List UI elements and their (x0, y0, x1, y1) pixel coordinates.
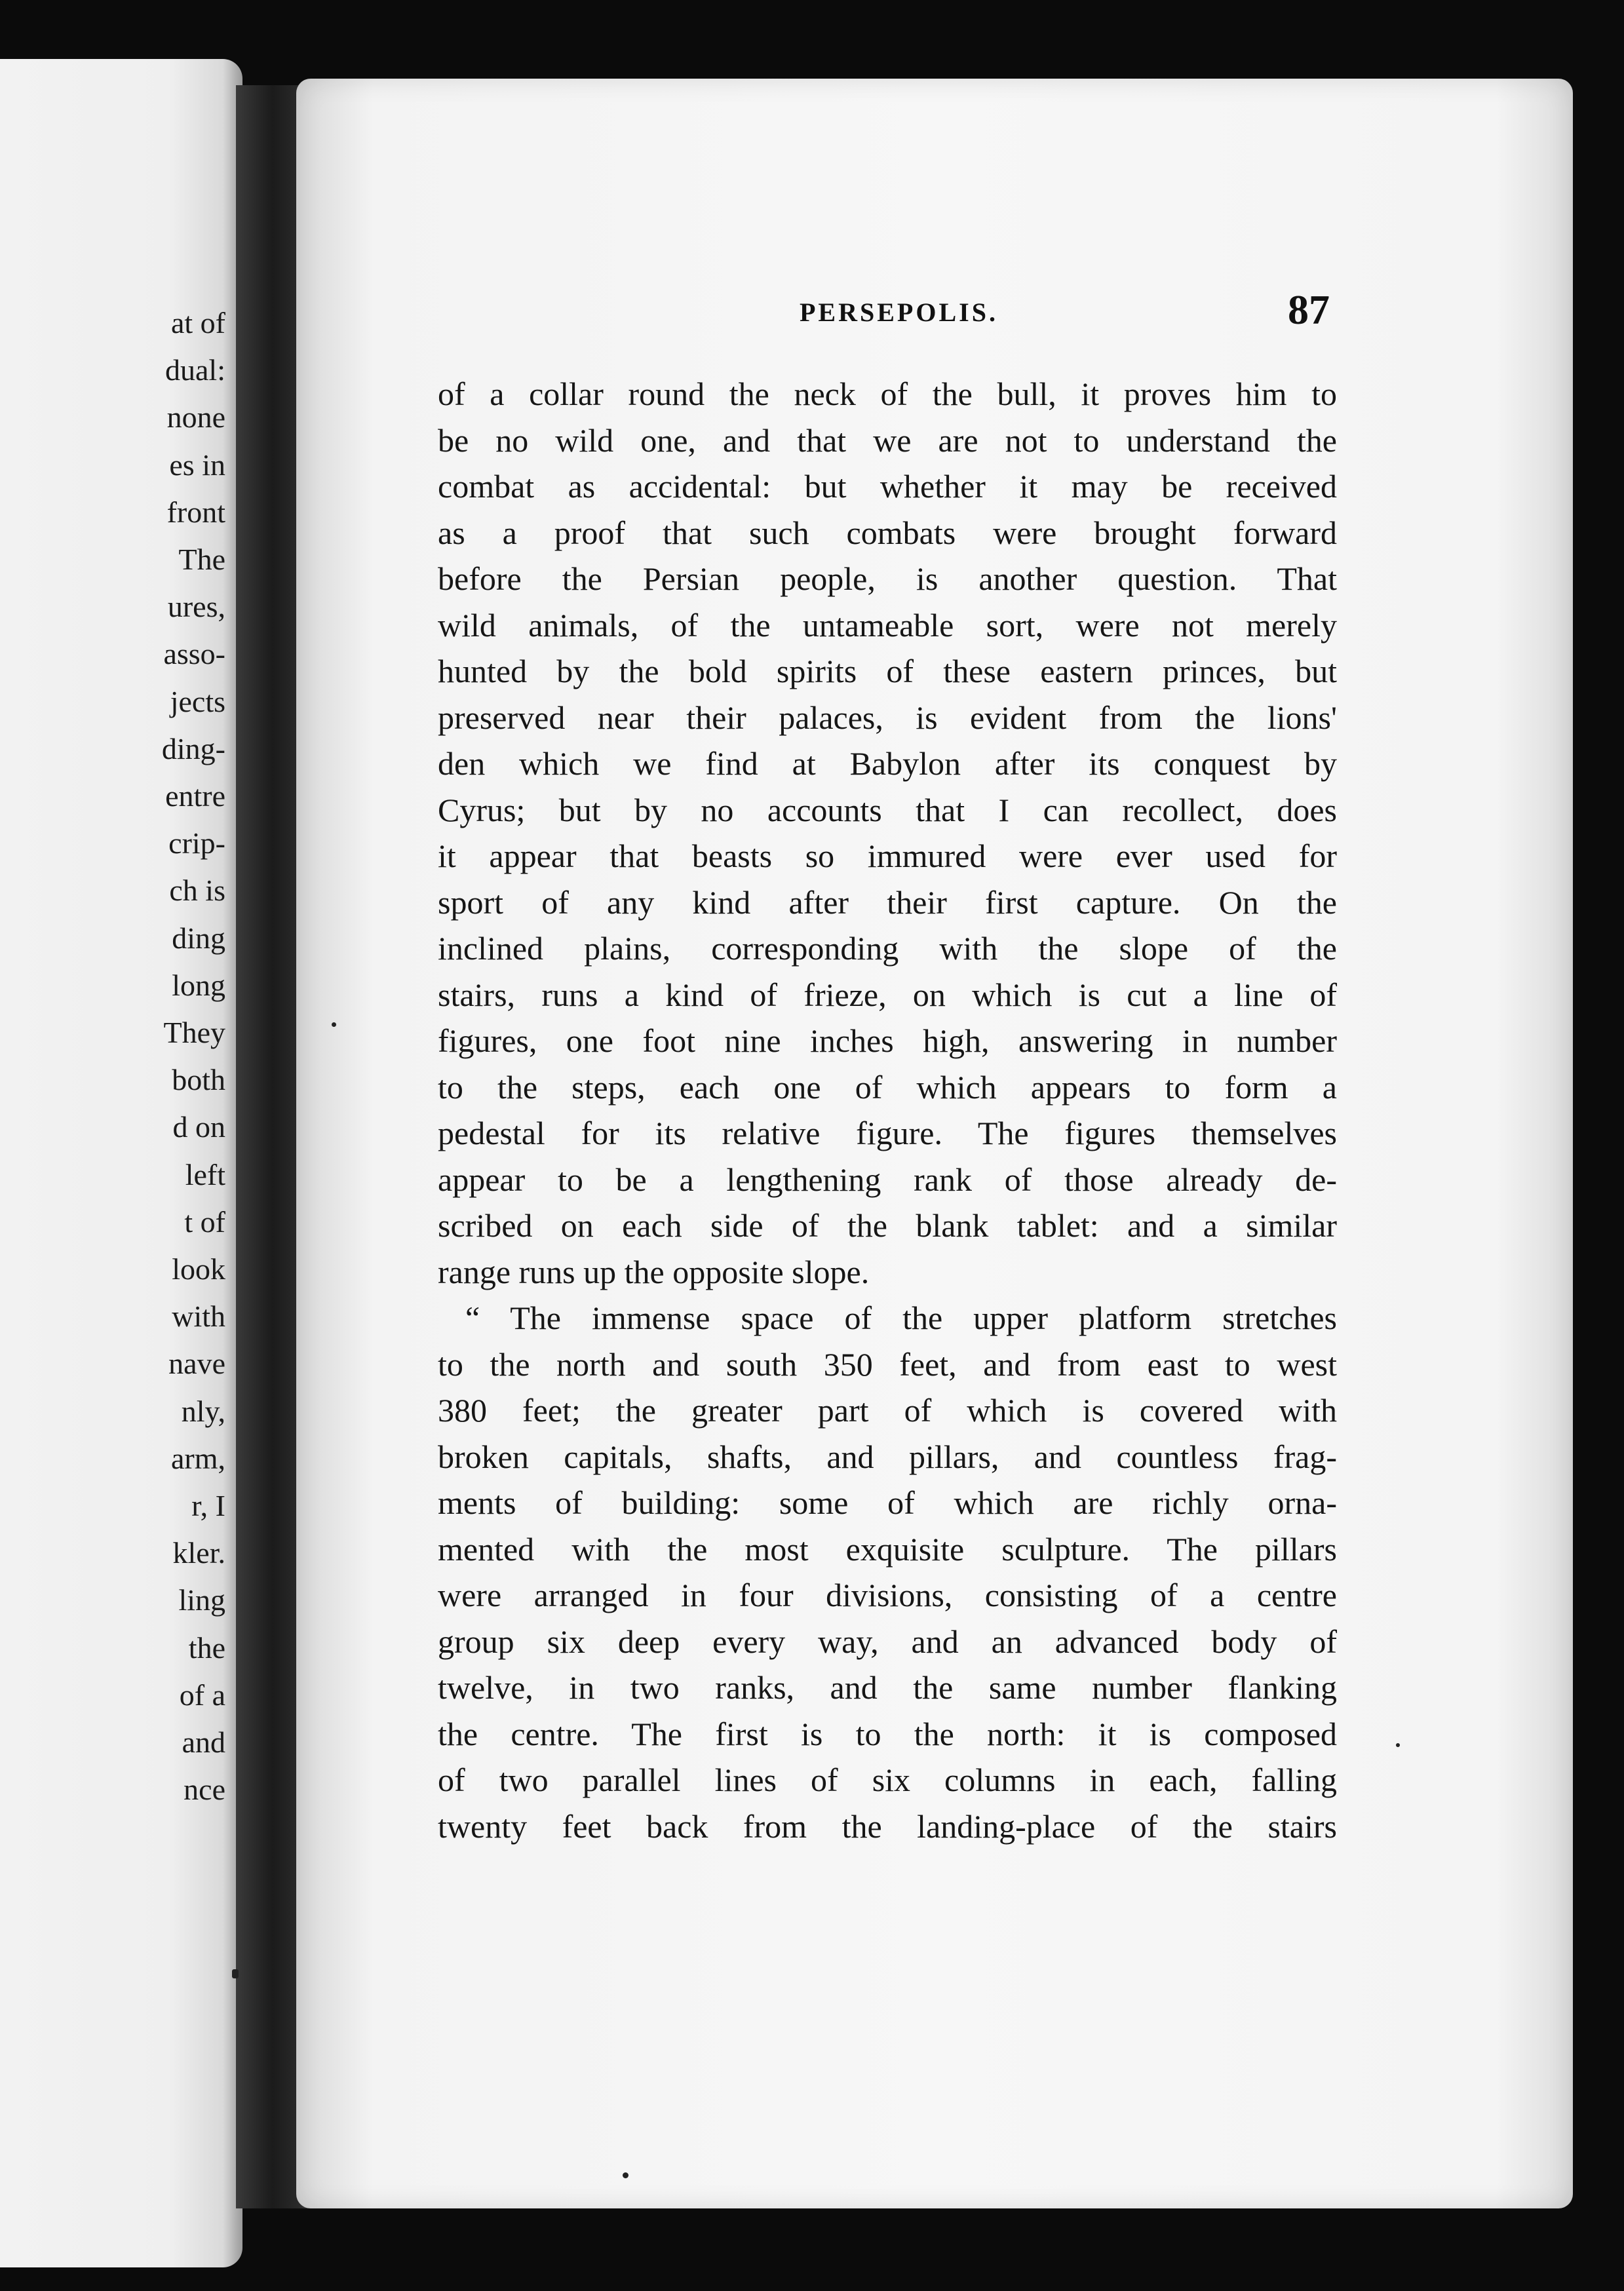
page-number: 87 (1288, 286, 1330, 333)
left-page-line-fragment: none (166, 400, 225, 434)
left-page-line-fragment: arm, (170, 1441, 225, 1475)
left-page-line-fragment: ding- (161, 731, 225, 765)
left-page-line-fragment: the (188, 1630, 225, 1665)
text-line: figures, one foot nine inches high, answering in number (438, 1022, 1337, 1059)
text-line: be no wild one, and that we are not to understand the (438, 421, 1337, 459)
left-page-line-fragment: ch is (169, 874, 225, 908)
text-line: twenty feet back from the landing-place of the stairs (438, 1807, 1337, 1845)
left-page-line-fragment: with (172, 1300, 225, 1334)
left-page-line-fragment: nly, (181, 1394, 225, 1428)
text-line: scribed on each side of the blank tablet: and a similar (438, 1207, 1337, 1244)
text-line: it appear that beasts so immured were ever used for (438, 837, 1337, 874)
left-page-line-fragment: nave (168, 1347, 225, 1381)
left-page-line-fragment: jects (170, 684, 225, 718)
text-line: before the Persian people, is another question. That (438, 560, 1337, 597)
left-page-line-fragment: r, I (191, 1489, 225, 1522)
left-page-line-fragment: look (172, 1252, 225, 1286)
text-line: stairs, runs a kind of frieze, on which is cut a line of (438, 976, 1337, 1013)
text-line: pedestal for its relative figure. The figures themselves (438, 1115, 1337, 1151)
left-page-line-fragment: d on (172, 1110, 225, 1144)
text-line: appear to be a lengthening rank of those already de- (438, 1161, 1337, 1198)
left-page-line-fragment: and (182, 1725, 225, 1759)
ink-speck (623, 2172, 628, 2178)
text-line: to the north and south 350 feet, and from east to west (438, 1345, 1337, 1383)
text-line: wild animals, of the untameable sort, were not merely (438, 606, 1337, 644)
text-line: ments of building: some of which are richly orna- (438, 1484, 1337, 1521)
body-text (438, 371, 1337, 1849)
text-line: mented with the most exquisite sculpture. The pillars (438, 1530, 1337, 1568)
text-line: were arranged in four divisions, consisting of a centre (438, 1577, 1337, 1613)
text-line: of a collar round the neck of the bull, it proves him to (438, 375, 1337, 412)
left-page-line-fragment: of a (179, 1678, 225, 1712)
text-line: twelve, in two ranks, and the same number flanking (438, 1669, 1337, 1706)
text-line: to the steps, each one of which appears to form a (438, 1068, 1337, 1106)
ink-speck (232, 1969, 239, 1978)
left-page-line-fragment: ling (178, 1583, 225, 1617)
text-line: range runs up the opposite slope. (438, 1253, 870, 1290)
ink-speck (332, 1022, 336, 1027)
left-page-line-fragment: dual: (165, 353, 225, 387)
text-line: group six deep every way, and an advanced body of (438, 1623, 1337, 1660)
text-line: as a proof that such combats were brought forward (438, 514, 1337, 551)
left-page-line-fragment: ures, (167, 590, 225, 624)
left-page-line-fragment: entre (165, 779, 225, 813)
text-line: broken capitals, shafts, and pillars, and countless frag- (438, 1438, 1337, 1475)
text-line: den which we find at Babylon after its conquest by (438, 745, 1337, 782)
left-page-line-fragment: es in (169, 448, 225, 482)
left-page-line-fragment: t of (184, 1204, 225, 1239)
text-line: the centre. The first is to the north: it is composed (438, 1715, 1337, 1752)
text-line: Cyrus; but by no accounts that I can recollect, does (438, 791, 1337, 828)
left-page (0, 59, 242, 2267)
text-line: sport of any kind after their first capture. On the (438, 883, 1337, 921)
text-line: inclined plains, corresponding with the slope of the (438, 930, 1337, 967)
left-page-line-fragment: The (178, 543, 225, 576)
text-line: “ The immense space of the upper platform stretches (465, 1300, 1337, 1336)
left-page-line-fragment: nce (184, 1773, 225, 1807)
left-page-line-fragment: at of (170, 306, 225, 339)
left-page-line-fragment: long (172, 968, 225, 1002)
left-page-line-fragment: kler. (172, 1536, 225, 1570)
text-line: preserved near their palaces, is evident from the lions' (438, 699, 1337, 736)
running-head: PERSEPOLIS. (800, 298, 998, 327)
text-line: hunted by the bold spirits of these eastern princes, but (438, 653, 1337, 689)
left-page-line-fragment: asso- (163, 637, 225, 671)
text-line: combat as accidental: but whether it may be received (438, 468, 1337, 505)
left-page-line-fragment: left (185, 1157, 225, 1191)
left-page-line-fragment: crip- (168, 826, 225, 860)
left-page-line-fragment: ding (172, 921, 225, 955)
left-page-line-fragment: They (163, 1016, 225, 1049)
text-line: 380 feet; the greater part of which is covered with (438, 1392, 1337, 1429)
ink-speck (1396, 1743, 1400, 1747)
left-page-line-fragment: both (172, 1063, 225, 1097)
left-page-line-fragment: front (166, 495, 225, 529)
text-line: of two parallel lines of six columns in each, falling (438, 1762, 1337, 1798)
